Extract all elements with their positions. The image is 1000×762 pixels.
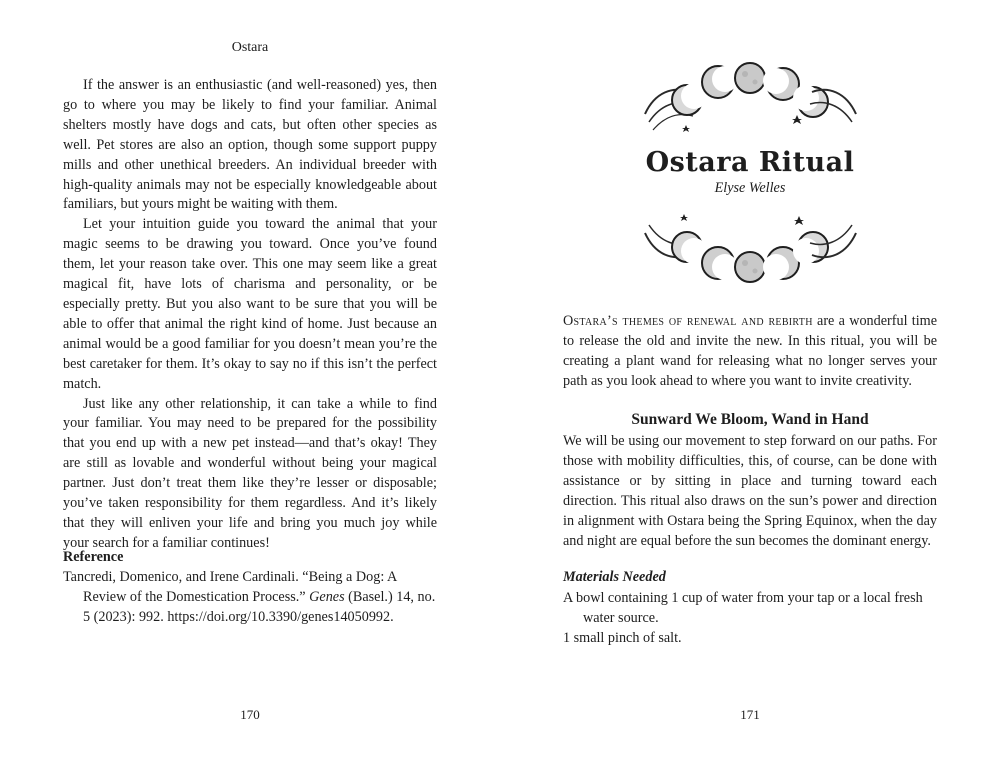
right-page <box>500 0 1000 762</box>
moon-phases-ornament-top <box>643 62 858 144</box>
materials-item: 1 small pinch of salt. <box>563 629 682 646</box>
reference-details: (Basel.) 14, no. 5 (2023): 992. https://doi.org/10.3390/genes14050992. <box>83 588 436 625</box>
ritual-author: Elyse Welles <box>714 180 786 196</box>
moon-phases-ornament-bottom <box>643 205 858 287</box>
materials-item: A bowl containing 1 cup of water from your tap or a local fresh water source. <box>563 590 923 626</box>
materials-list <box>563 589 937 649</box>
body-text <box>63 76 437 554</box>
paragraph: Let your intuition guide you toward the animal that your magic seems to be drawing you toward. Once you’ve found them, let your reason take over. This one may seem like a great magical fit, have lots of charisma and personality, or be especially pretty. But you also want to be sure that you will be able to offer that animal the right kind of home. Just because an animal would be a good familiar for you doesn’t mean you’re the best caretaker for them. It’s okay to say no if this isn’t the perfect match. <box>63 216 437 392</box>
ritual-intro <box>563 312 937 392</box>
paragraph: If the answer is an enthusiastic (and well-reasoned) yes, then go to where you may be likely to find your familiar. Animal shelters mostly have dogs and cats, but often other species as well. Pet stores are also an option, though some support puppy mills and other unethical breeders. An individual breeder with high-quality animals may not be especially knowledgeable about familiars, but yours might be waiting with them. <box>63 77 437 213</box>
running-head: Ostara <box>231 40 269 55</box>
reference-section <box>63 548 437 628</box>
page-number: 170 <box>240 707 260 722</box>
section-body: We will be using our movement to step forward on our paths. For those with mobility difficulties, this, of course, can be done with assistance or by sitting in place and turning toward each direction. This ritual also draws on the sun’s power and direction in alignment with Ostara being the Spring Equinox, when the day and night are equal before the sun becomes the dominant energy. <box>563 433 937 549</box>
page-number: 171 <box>740 707 760 722</box>
paragraph: Just like any other relationship, it can take a while to find your familiar. You may need to be prepared for the possibility that you end up with a new pet instead—and that’s okay! They are still as lovable and wonderful without being your magical partner. Just don’t treat them like they’re lesser or disposable; you’ve taken responsibility for them regardless. And it’s likely that they will enliven your life and bring you much joy while your search for a familiar continues! <box>63 395 437 551</box>
intro-smallcaps-lead: Ostara’s themes of renewal and rebirth <box>563 313 813 329</box>
intro-text: are a wonderful time to release the old and invite the new. In this ritual, you will be creating a plant wand for releasing what no longer serves your path as you look ahead to where you want to invite creativity. <box>563 313 938 389</box>
ritual-title: Ostara Ritual <box>645 147 855 178</box>
section-heading: Sunward We Bloom, Wand in Hand <box>631 411 869 428</box>
reference-journal: Genes <box>309 588 345 605</box>
reference-entry <box>63 568 437 628</box>
reference-authors-title: Tancredi, Domenico, and Irene Cardinali. “Being a Dog: A Review of the Domestication Process.” <box>63 568 397 605</box>
materials-heading: Materials Needed <box>563 569 666 585</box>
reference-heading: Reference <box>63 549 124 565</box>
